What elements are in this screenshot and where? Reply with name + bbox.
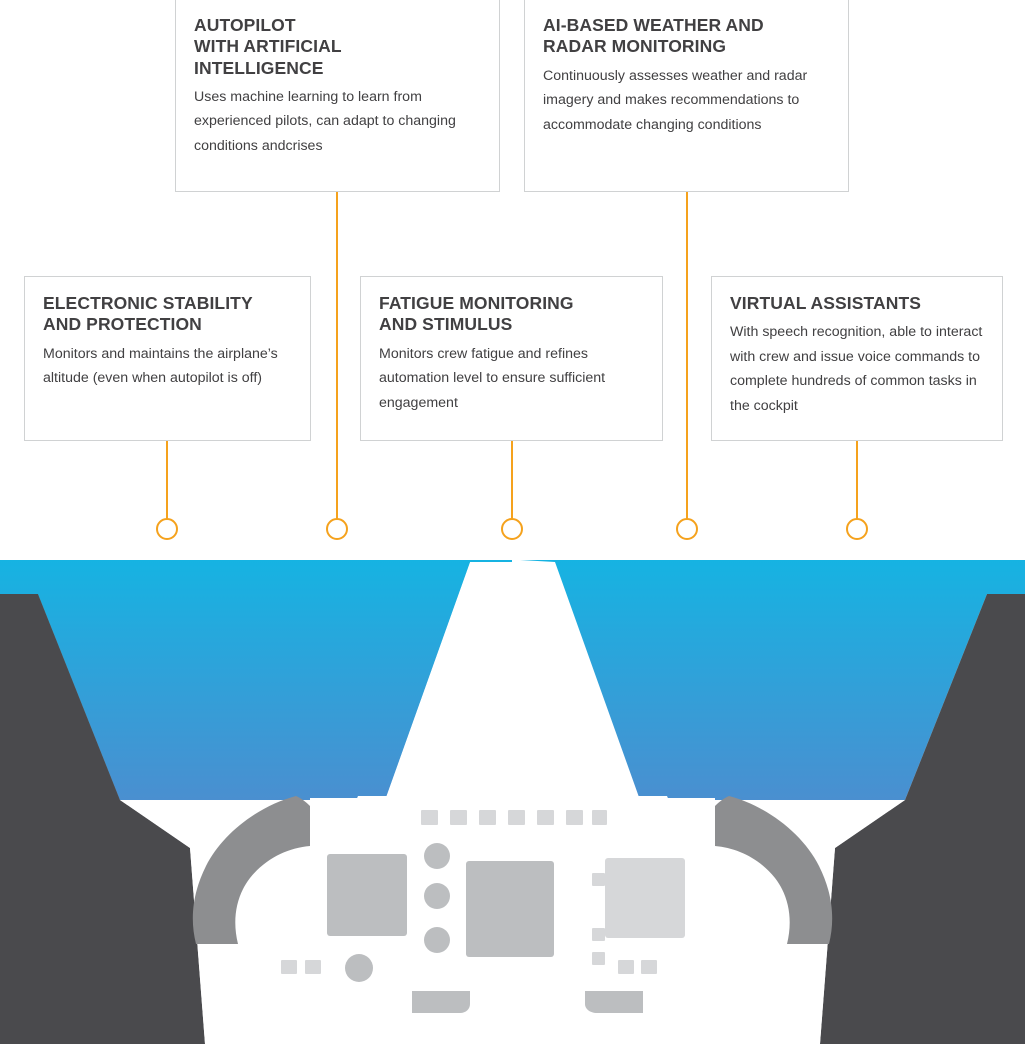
callout-title-line: AI-BASED WEATHER AND xyxy=(543,15,764,35)
connector-line-autopilot xyxy=(336,192,338,522)
callout-title-fatigue xyxy=(379,293,644,336)
throttle-lever-left xyxy=(412,991,470,1013)
callout-title-line: VIRTUAL ASSISTANTS xyxy=(730,293,922,313)
connector-line-virtual-assistants xyxy=(856,441,858,522)
callout-title-line: INTELLIGENCE xyxy=(194,57,324,78)
callout-body-fatigue: Monitors crew fatigue and refines automation level to ensure sufficient engagement xyxy=(379,345,606,411)
callout-card-fatigue xyxy=(360,276,663,441)
control-knob-column xyxy=(424,843,450,953)
callout-title-line: ELECTRONIC STABILITY xyxy=(43,293,253,313)
callout-title-virtual-assistants xyxy=(730,293,984,314)
throttle-lever-right xyxy=(585,991,643,1013)
primary-display-left xyxy=(327,854,407,936)
callout-body-virtual-assistants: With speech recognition, able to interact with crew and issue voice commands to complete hundreds of common tasks in the cockpit xyxy=(730,324,983,414)
callout-title-stability xyxy=(43,293,292,336)
callout-card-virtual-assistants xyxy=(711,276,1003,441)
callout-card-autopilot xyxy=(175,0,500,192)
connector-marker-autopilot xyxy=(326,518,348,540)
primary-display-center xyxy=(466,861,554,957)
connector-marker-fatigue xyxy=(501,518,523,540)
callout-card-stability xyxy=(24,276,311,441)
callout-title-line: WITH ARTIFICIAL xyxy=(194,36,342,57)
connector-marker-stability xyxy=(156,518,178,540)
callout-title-line: AND PROTECTION xyxy=(43,314,202,335)
connector-marker-weather xyxy=(676,518,698,540)
connector-marker-virtual-assistants xyxy=(846,518,868,540)
connector-line-fatigue xyxy=(511,441,513,522)
airplane-cockpit-illustration xyxy=(0,548,1025,1044)
callout-title-autopilot xyxy=(194,15,481,79)
callout-body-autopilot: Uses machine learning to learn from experienced pilots, can adapt to changing conditions andcrises xyxy=(194,89,456,154)
connector-line-weather xyxy=(686,192,688,522)
callout-title-weather xyxy=(543,15,830,58)
callout-body-weather: Continuously assesses weather and radar imagery and makes recommendations to accommodate changing conditions xyxy=(543,67,808,133)
callout-title-line: RADAR MONITORING xyxy=(543,36,727,57)
control-knob-round xyxy=(345,954,373,982)
callout-title-line: FATIGUE MONITORING xyxy=(379,293,574,313)
primary-display-right xyxy=(605,858,685,938)
callout-title-line: AND STIMULUS xyxy=(379,314,513,335)
callout-card-weather xyxy=(524,0,849,192)
callout-body-stability: Monitors and maintains the airplane’s altitude (even when autopilot is off) xyxy=(43,345,278,387)
connector-line-stability xyxy=(166,441,168,522)
callout-title-line: AUTOPILOT xyxy=(194,15,296,35)
